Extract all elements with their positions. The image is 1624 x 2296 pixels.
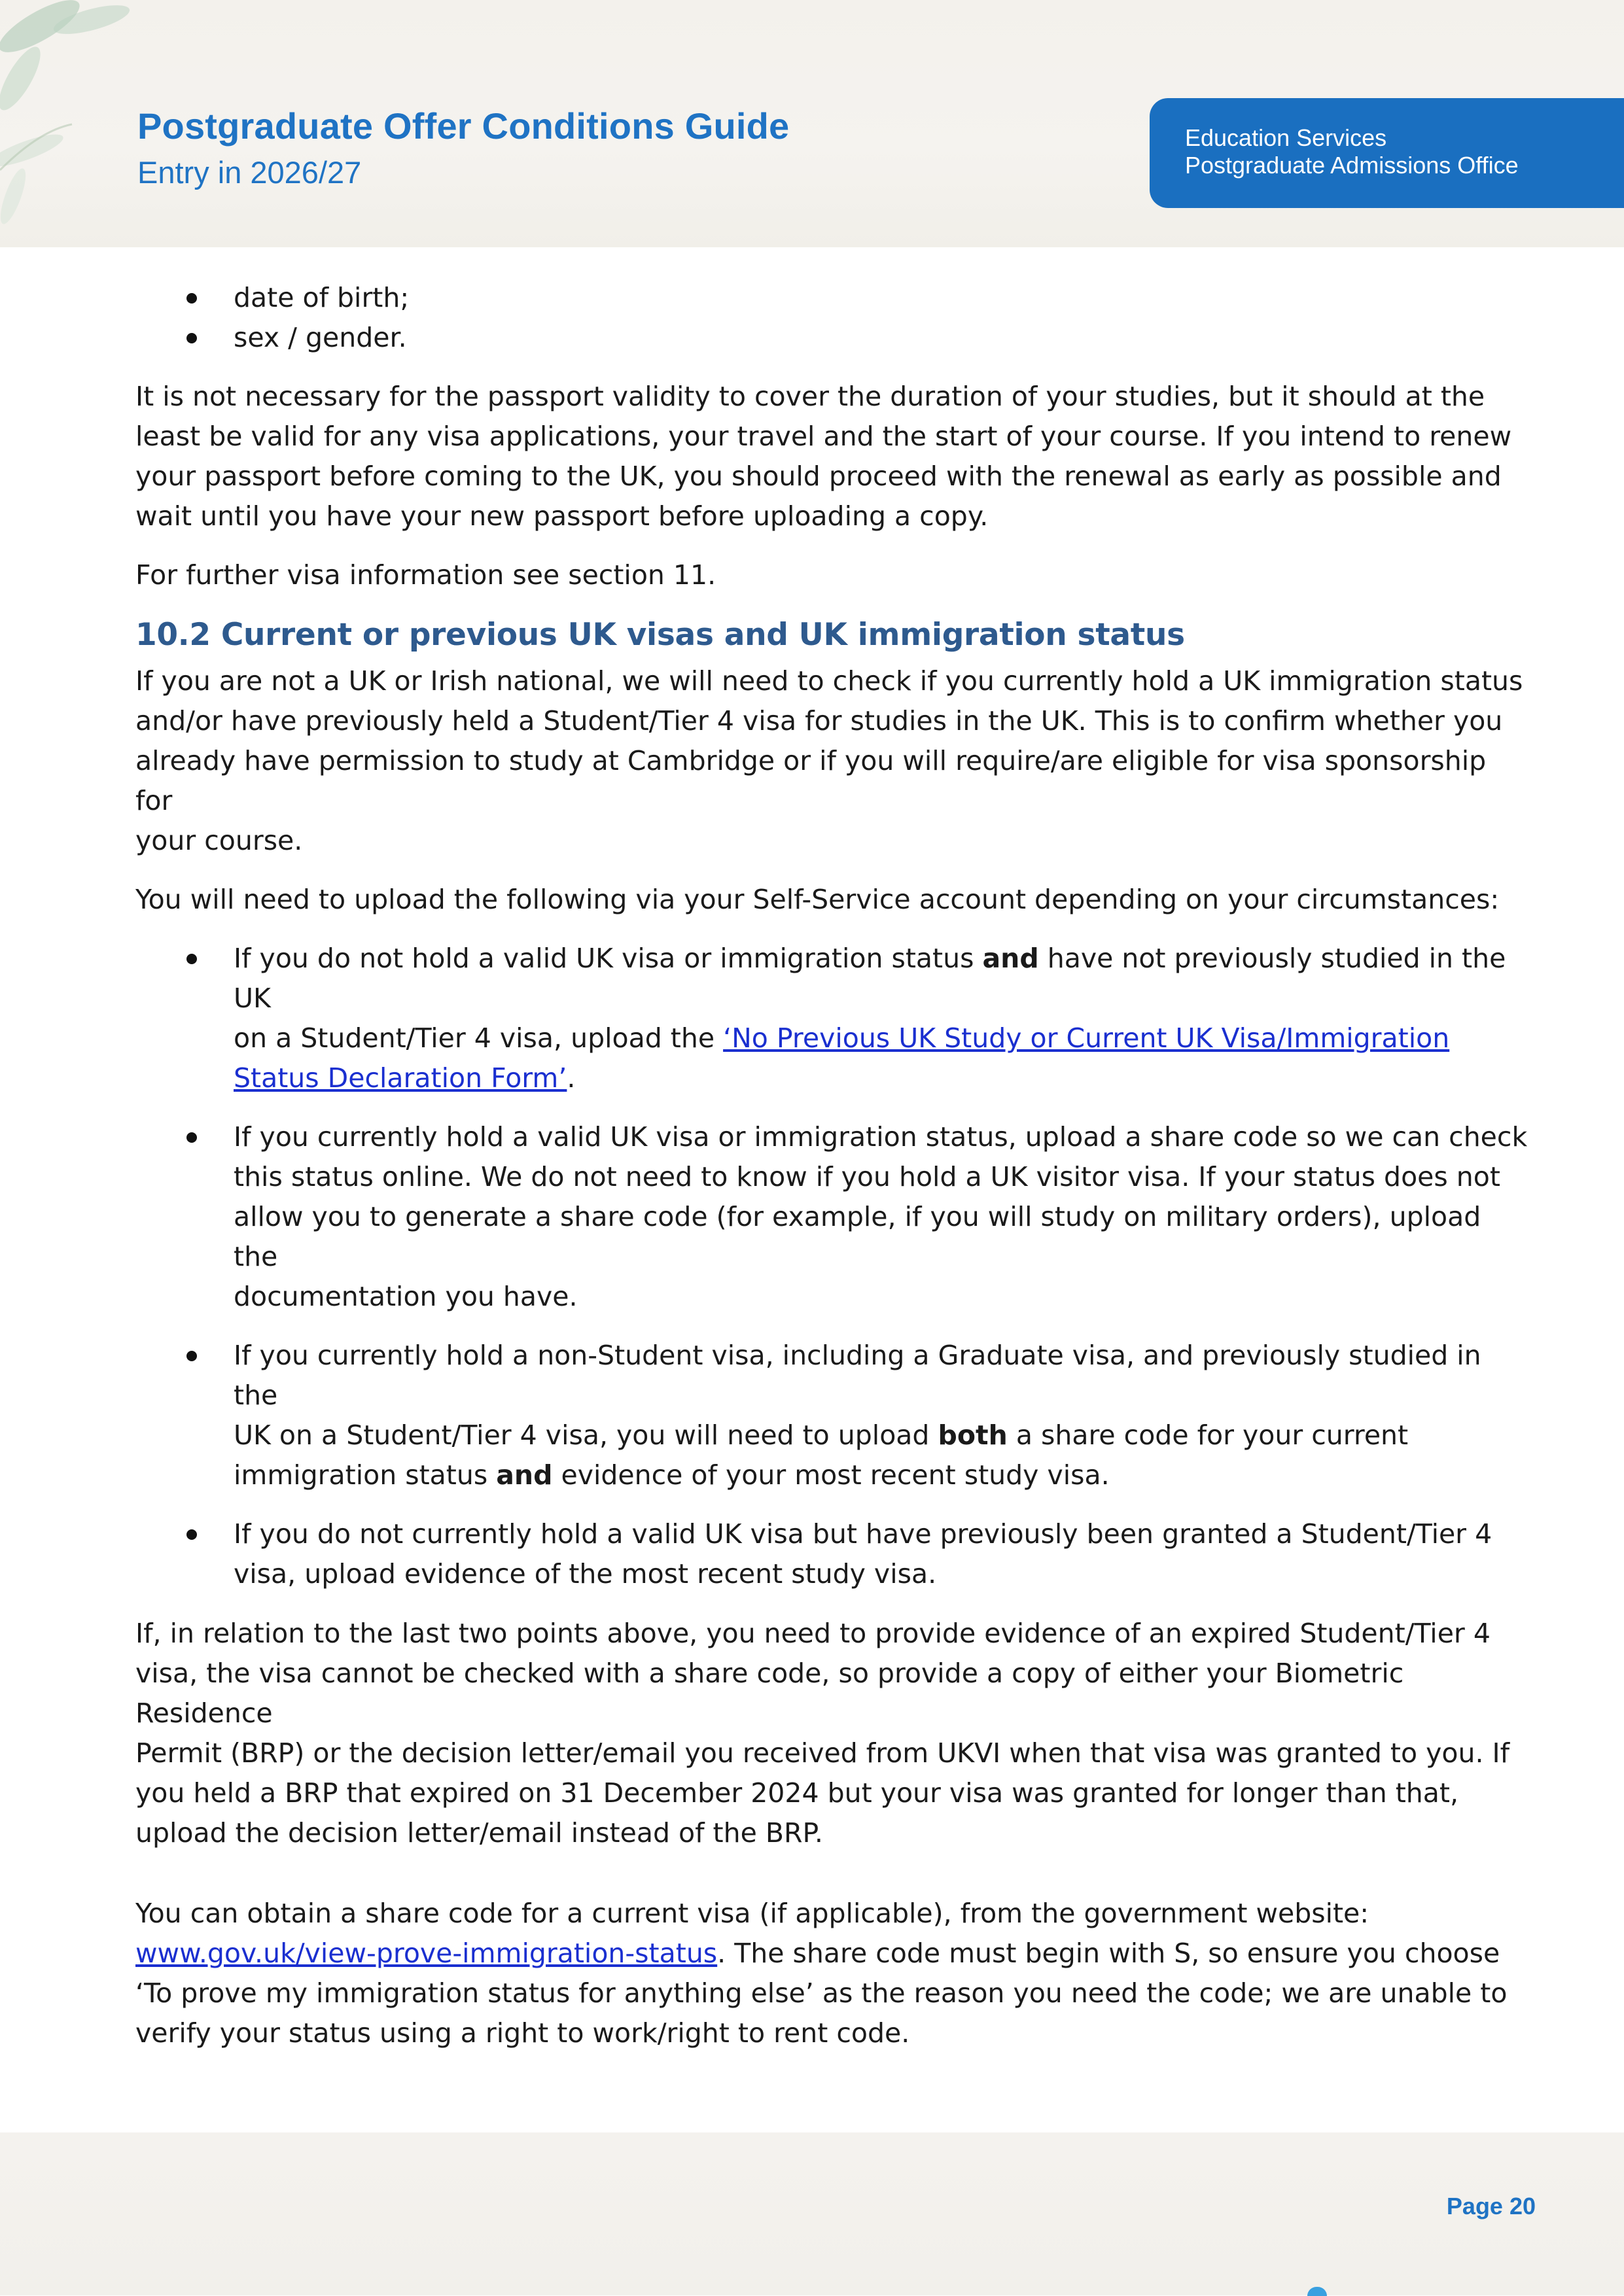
list-item [135, 318, 1529, 358]
list-item [135, 1117, 1529, 1317]
upload-requirements-list [135, 939, 1529, 1594]
page-content [135, 278, 1529, 2053]
expired-visa-paragraph: If, in relation to the last two points above, you need to provide evidence of an expired Student/Tier 4 visa, the visa cannot be checked with a share code, so provide a copy of either your Biometric Residence Permit (BRP) or the decision letter/email you received from UKVI when that visa was granted to you. If you held a BRP that expired on 31 December 2024 but your visa was granted for longer than that, upload the decision letter/email instead of the BRP. [135, 1618, 1510, 1849]
list-item-text: evidence of your most recent study visa. [552, 1459, 1110, 1491]
list-item [135, 939, 1529, 1098]
bullet-icon [186, 1132, 197, 1143]
footer-mark-icon [1307, 2287, 1327, 2296]
document-title: Postgraduate Offer Conditions Guide [137, 105, 790, 147]
bullet-icon [186, 1529, 197, 1540]
share-code-paragraph [135, 1894, 1529, 2053]
emphasis-text: and [982, 943, 1039, 974]
bullet-icon [186, 1351, 197, 1361]
further-info-paragraph: For further visa information see section 11. [135, 559, 716, 591]
list-item-text: date of birth; [234, 282, 410, 313]
page-footer [0, 2132, 1624, 2295]
page-number: Page 20 [1446, 2193, 1536, 2219]
bullet-icon [186, 954, 197, 964]
list-item-text: If you do not currently hold a valid UK visa but have previously been granted a Student/Tier 4 visa, upload evidence of the most recent study visa. [234, 1518, 1492, 1590]
section-heading: 10.2 Current or previous UK visas and UK immigration status [135, 617, 1185, 653]
list-item [135, 1336, 1529, 1495]
department-badge [1150, 98, 1624, 208]
list-item-text: If you currently hold a non-Student visa, including a Graduate visa, and previously studied in the UK on a Student/Tier 4 visa, you will need to upload [234, 1340, 1481, 1451]
personal-details-list [135, 278, 1529, 358]
office-name: Postgraduate Admissions Office [1185, 152, 1519, 179]
bullet-icon [186, 333, 197, 343]
list-item-text: have not previously studied in the UK on a Student/Tier 4 visa, upload the [234, 943, 1506, 1054]
paragraph-text: You can obtain a share code for a current visa (if applicable), from the government website: [135, 1898, 1369, 1929]
list-item-text: a share code for your current immigration status [234, 1419, 1409, 1491]
emphasis-text: both [938, 1419, 1008, 1451]
list-item [135, 278, 1529, 318]
department-name: Education Services [1185, 124, 1387, 151]
emphasis-text: and [496, 1459, 553, 1491]
paragraph-text: . The share code must begin with S, so ensure you choose ‘To prove my immigration status for anything else’ as the reason you need the code; we are unable to verify your status using a right to work/right to rent code. [135, 1938, 1508, 2049]
declaration-form-link[interactable]: ‘No Previous UK Study or Current UK Visa/Immigration Status Declaration Form’ [234, 1022, 1450, 1094]
list-item [135, 1514, 1529, 1594]
upload-lead-paragraph: You will need to upload the following via your Self-Service account depending on your circumstances: [135, 884, 1500, 915]
section-intro-paragraph: If you are not a UK or Irish national, we will need to check if you currently hold a UK immigration status and/or have previously held a Student/Tier 4 visa for studies in the UK. This is to confirm whether you already have permission to study at Cambridge or if you will require/are eligible for visa sponsorship for your course. [135, 665, 1523, 856]
list-item-text: . [567, 1062, 576, 1094]
list-item-text: If you currently hold a valid UK visa or immigration status, upload a share code so we can check this status online. We do not need to know if you hold a UK visitor visa. If your status does not allow you to generate a share code (for example, if you will study on military orders), upload the documentation you have. [234, 1121, 1528, 1312]
list-item-text: If you do not hold a valid UK visa or immigration status [234, 943, 983, 974]
list-item-text: sex / gender. [234, 322, 407, 353]
gov-uk-link[interactable]: www.gov.uk/view-prove-immigration-status [135, 1938, 718, 1969]
page-header [0, 0, 1624, 247]
document-subtitle: Entry in 2026/27 [137, 155, 362, 190]
passport-validity-paragraph: It is not necessary for the passport validity to cover the duration of your studies, but it should at the least be valid for any visa applications, your travel and the start of your course. If you intend to renew your passport before coming to the UK, you should proceed with the renewal as early as possible and wait until you have your new passport before uploading a copy. [135, 381, 1512, 532]
bullet-icon [186, 293, 197, 304]
